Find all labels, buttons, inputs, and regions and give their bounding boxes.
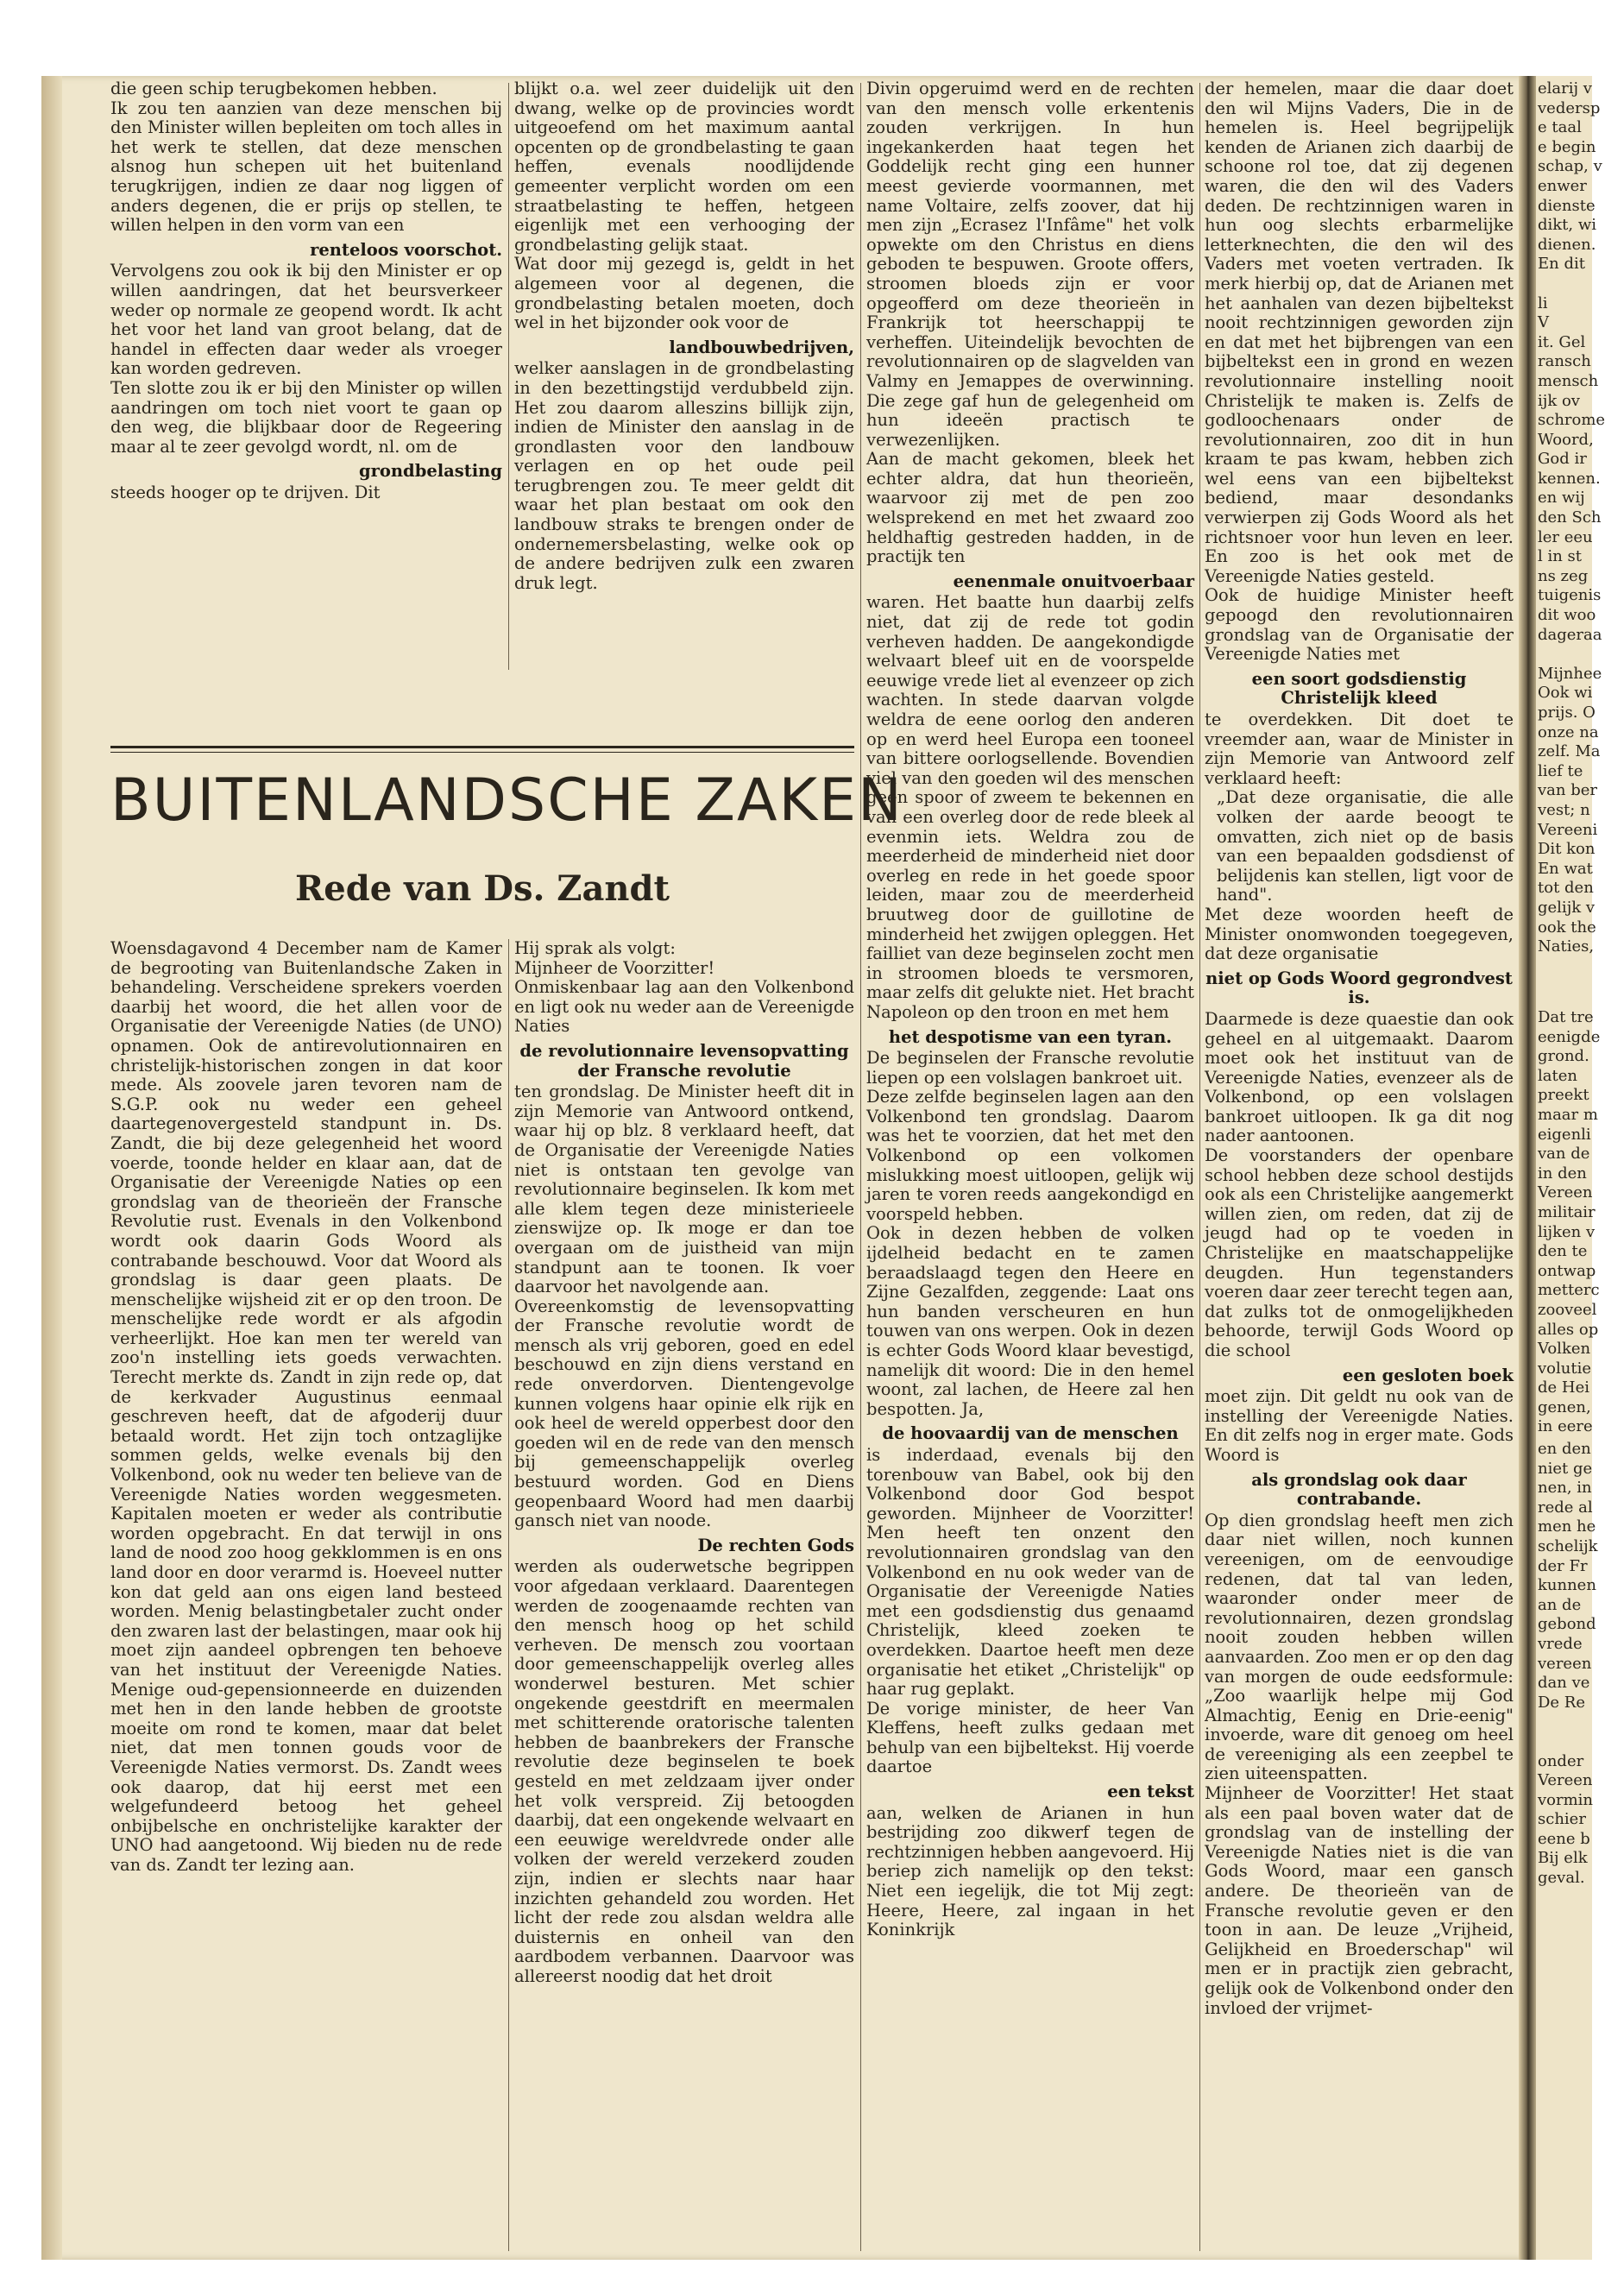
next-page-line: Ook wi <box>1538 684 1593 703</box>
next-page-line: dienen. <box>1538 235 1596 254</box>
section-rule <box>110 746 854 748</box>
next-page-line: en den <box>1538 1440 1591 1458</box>
next-page-line: Dat tre <box>1538 1008 1594 1026</box>
next-page-line: Volken <box>1538 1340 1591 1359</box>
next-page-column-bottom <box>1538 1440 1598 1889</box>
subheading: het despotisme van een tyran. <box>888 1026 1173 1047</box>
next-page-line: ijk ov <box>1538 391 1580 410</box>
next-page-line: dageraa <box>1538 625 1602 644</box>
paragraph: Met deze woorden heeft de Minister onomwonden toegegeven, dat deze organisatie <box>1205 904 1514 964</box>
subheading: de revolutionnaire levensopvatting der Fransche revolutie <box>519 1040 849 1081</box>
top-column-2 <box>514 79 854 593</box>
next-page-line: grond. <box>1538 1047 1589 1066</box>
next-page-line: vest; n <box>1538 800 1590 819</box>
paragraph: Mijnheer de Voorzitter! Het staat als een paal boven water dat de grondslag van de instelling der Vereenigde Naties niet is die van Gods Woord, maar een gansch andere. De theorieën van de Fransche revolutie geven er den toon in aan. De leuze „Vrijheid, Gelijkheid en Broederschap" wil men er in practijk zien gebracht, gelijk ook de Volkenbond onder den invloed der vrijmet- <box>1205 1783 1514 2018</box>
next-page-line: zelf. Ma <box>1538 742 1601 761</box>
paragraph: der hemelen, maar die daar doet den wil Mijns Vaders, Die in de hemelen is. Heel begrijpelijk kenden de Arianen zich daarbij de schoone rol toe, dat zij degenen waren, die den wil des Vaders deden. De rechtzinnigen waren in hun oog slechts erbarmelijke letterknechten, die den wil des Vaders met voeten vertraden. Ik merk hierbij op, dat de Arianen met het aanhalen van dezen bijbeltekst nooit rechtzinnigen geworden zijn en dat met het bijbrengen van een bijbeltekst een in grond en wezen revolutionnaire instelling nooit Christelijk te maken is. Zelfs de godloochenaars onder de revolutionnairen, zoo dit in hun kraam te pas kwam, hebben zich wel eens van een bijbeltekst bediend, maar desondanks verwierpen zij Gods Woord als het richtsnoer voor hun leven en leer. En zoo is het ook met de Vereenigde Naties gesteld. <box>1205 79 1514 586</box>
next-page-line: ook the <box>1538 918 1596 937</box>
column-rule <box>1199 83 1200 2251</box>
subheading: renteloos voorschot. <box>310 239 502 260</box>
next-page-line: kennen. <box>1538 469 1601 488</box>
next-page-line: enwer <box>1538 176 1587 195</box>
next-page-line <box>1538 1732 1598 1752</box>
next-page-line: De Re <box>1538 1693 1586 1712</box>
subheading: grondbelasting <box>358 461 502 482</box>
next-page-line: eenigde <box>1538 1027 1601 1046</box>
subheading: een soort godsdienstig Christelijk kleed <box>1251 668 1467 709</box>
subheading: De rechten Gods <box>697 1535 854 1555</box>
section-headline: BUITENLANDSCHE ZAKEN <box>110 766 903 835</box>
column-rule <box>508 939 509 2251</box>
next-page-line: metterc <box>1538 1281 1600 1300</box>
subheading: eenenmale onuitvoerbaar <box>953 571 1194 591</box>
paragraph: Wat door mij gezegd is, geldt in het algemeen voor al degenen, die grondbelasting betalen moeten, doch wel in het bijzonder ook voor de <box>514 254 854 333</box>
paragraph: werden als ouderwetsche begrippen voor afgedaan verklaard. Daarentegen werden de zoogenaamde rechten van den mensch hoog op het schild verheven. De mensch zou voortaan door gemeenschappelijk overleg alles wonderwel besturen. Met schier ongekende geestdrift en meermalen met schitterende oratorische talenten hebben de baanbrekers der Fransche revolutie deze beginselen te boek gesteld en met zeldzaam ijver onder het volk verspreid. Zij betoogden daarbij, dat een ongekende welvaart en een eeuwige wereldvrede onder alle volken der wereld verzekerd zouden zijn, indien er slechts naar haar inzichten gehandeld zou worden. Het licht der rede zou alsdan weldra alle duisternis en onheil van den aardbodem verbannen. Daarvoor was allereerst noodig dat het droit <box>514 1556 854 1986</box>
top-column-1 <box>110 79 502 502</box>
next-page-line: tot den <box>1538 879 1594 898</box>
next-page-line: niet ge <box>1538 1459 1593 1478</box>
next-page-line: Dit kon <box>1538 840 1596 859</box>
next-page-line <box>1538 274 1605 294</box>
paragraph: waren. Het baatte hun daarbij zelfs niet, dat zij de rede tot godin verheven hadden. De aangekondigde welvaart bleef uit en de voorspelde eeuwige vrede liet al evenzeer op zich wachten. In stede daarvan volgde weldra de eene oorlog den anderen op en werd heel Europa een tooneel van bittere oorlogsellende. Bovendien viel van den goeden wil des menschen geen spoor of zweem te bekennen en van een overleg door de rede bleek al evenmin iets. Weldra zou de meerderheid de minderheid niet door overleg en rede in het goede spoor leiden, maar zou de meerderheid bruutweg door de guillotine de minderheid het zwijgen opleggen. Het failliet van deze beginselen zocht men in stroomen bloeds te versmoren, maar zelfs dit gelukte niet. Het bracht Napoleon op den troon en met hem <box>866 592 1194 1022</box>
next-page-line: an de <box>1538 1595 1582 1614</box>
next-page-line: vedersp <box>1538 98 1601 117</box>
next-page-line: der Fr <box>1538 1556 1588 1575</box>
next-page-line: gelijk v <box>1538 898 1596 917</box>
next-page-line <box>1538 645 1605 665</box>
next-page-line: onder <box>1538 1751 1584 1770</box>
next-page-line: geval. <box>1538 1869 1585 1888</box>
next-page-line: Vereeni <box>1538 820 1598 839</box>
speech-column-3 <box>1205 79 1514 2018</box>
next-page-line: Vereen <box>1538 1771 1593 1790</box>
column-rule <box>860 83 861 2251</box>
subheading: niet op Gods Woord gegrondvest is. <box>1205 968 1513 1008</box>
newspaper-page <box>41 76 1605 2260</box>
paragraph: Aan de macht gekomen, bleek het echter aldra, dat hun theorieën, waarvoor zij met de pen zoo welsprekend en met het zwaard zoo heldhaftig gestreden hadden, in de practijk ten <box>866 449 1194 567</box>
binding-edge <box>41 76 62 2260</box>
next-page-column-top <box>1538 79 1605 957</box>
paragraph: ten grondslag. De Minister heeft dit in zijn Memorie van Antwoord ontkend, waar hij op blz. 8 verklaard heeft, dat de Organisatie der Vereenigde Naties niet is ontstaan ten gevolge van revolutionnaire beginselen. Ik kom met alle klem tegen deze ministerieele zienswijze op. Ik moge er dan toe overgaan om de juistheid van mijn standpunt aan te toonen. Ik voer daarvoor het navolgende aan. <box>514 1082 854 1297</box>
paragraph: aan, welken de Arianen in hun bestrijding zoo dikwerf tegen de rechtzinnigen hebben aangevoerd. Hij beriep zich namelijk op den tekst: Niet een iegelijk, die tot Mij zegt: Heere, Heere, zal ingaan in het Koninkrijk <box>866 1802 1194 1940</box>
next-page-line: den Sch <box>1538 508 1602 527</box>
next-page-line: V <box>1538 313 1549 332</box>
next-page-line: gebond <box>1538 1615 1596 1634</box>
paragraph: Divin opgeruimd werd en de rechten van den mensch volle erkentenis zouden verkrijgen. In hun ingekankerden haat tegen het Goddelijk recht ging een hunner meest gevierde voormannen, met name Voltaire, zelfs zoover, dat hij men zijn „Ecrasez l'Infâme" het volk opwekte om den Christus en diens geboden te bespuwen. Groote offers, stroomen bloeds zijn er voor opgeofferd om deze theorieën in Frankrijk tot heerschappij te verheffen. Uiteindelijk bevochten de revolutionnairen op de slagvelden van Valmy en Jemappes de overwinning. Die zege gaf hun de gelegenheid om hun ideeën practisch te verwezenlijken. <box>866 79 1194 450</box>
next-page-line: tuigenis <box>1538 586 1602 605</box>
next-page-line: van de <box>1538 1145 1590 1164</box>
next-page-line: ontwap <box>1538 1261 1596 1280</box>
next-page-line: e taal <box>1538 118 1582 137</box>
next-page-line: de Hei <box>1538 1378 1590 1397</box>
paragraph: Deze zelfde beginselen lagen aan den Volkenbond ten grondslag. Daarom was het te voorzien, dat het met den Volkenbond op een volkomen mislukking moest uitloopen, gelijk wij jaren te voren reeds aangekondigd en voorspeld hebben. <box>866 1087 1194 1224</box>
next-page-line: zooveel <box>1538 1300 1597 1319</box>
next-page-line: volutie <box>1538 1359 1591 1378</box>
next-page-line: prijs. O <box>1538 703 1596 722</box>
subheading: als grondslag ook daar contrabande. <box>1251 1469 1467 1510</box>
paragraph: Daarmede is deze quaestie dan ook geheel en al uitgemaakt. Daarom moet ook het instituut van de Vereenigde Naties, evenzeer als de Volkenbond, op een volslagen bankroet uitloopen. Ik ga dit nog nader aantoonen. <box>1205 1008 1514 1146</box>
paragraph: Mijnheer de Voorzitter! <box>514 957 715 978</box>
speech-column-2 <box>866 79 1194 1940</box>
next-page-line: God ir <box>1538 450 1587 469</box>
next-page-line: l in st <box>1538 547 1583 566</box>
next-page-line: rede al <box>1538 1498 1593 1517</box>
next-page-line: vormin <box>1538 1790 1594 1809</box>
next-page-line: ransch <box>1538 352 1591 371</box>
paragraph: is inderdaad, evenals bij den torenbouw van Babel, ook bij den Volkenbond door God bespot geworden. Mijnheer de Voorzitter! Men heeft ten onzent den revolutionnairen grondslag van den Volkenbond en nu ook weder van de Organisatie der Vereenigde Naties met een godsdienstig dus genaamd Christelijk, kleed zoeken te overdekken. Daartoe heeft men deze organisatie het etiket „Christelijk" op haar rug geplakt. <box>866 1444 1194 1700</box>
next-page-line: elarij v <box>1538 79 1592 98</box>
intro-column <box>110 939 502 1876</box>
intro-paragraph: Woensdagavond 4 December nam de Kamer de begrooting van Buitenlandsche Zaken in behandeling. Verscheidene sprekers voerden daarbij het woord, die het allen voor de Organisatie der Vereenigde Naties (de UNO) opnamen. Ook de antirevolutionnairen en christelijk-historischen zongen in dat koor mede. Als zoovele jaren tevoren nam de S.G.P. ook nu weder een geheel daartegenovergesteld standpunt in. Ds. Zandt, die bij deze gelegenheid het woord voerde, toonde helder en klaar aan, dat de Organisatie der Vereenigde Naties op een grondslag van de theorieën der Fransche Revolutie rust. Evenals in den Volkenbond wordt ook daarin Gods Woord als contrabande beschouwd. Voor dat Woord als grondslag is daar geen plaats. De menschelijke wijsheid zit er op den troon. De menschelijke rede wordt er als afgodin verheerlijkt. Hoe kan men ter wereld van zoo'n instelling iets goeds verwachten. Terecht merkte ds. Zandt in zijn rede op, dat de kerkvader Augustinus eenmaal geschreven heeft, dat de afgoderij duur betaald wordt. Het zijn toch ontzaglijke sommen gelds, welke evenals bij den Volkenbond, ook nu weder ten believe van de Vereenigde Naties worden weggesmeten. Kapitalen moeten er weder als contributie worden opgebracht. En dat terwijl in ons land de nood zoo hoog gekklommen is en ons land door en door verarmd is. Hoeveel nutter kon dat geld aan ons eigen land besteed worden. Menig belastingbetaler zucht onder den zwaren last der belastingen, maar ook hij moet zijn aandeel opbrengen ten behoeve van het instituut der Vereenigde Naties. Menige oud-gepensionneerde en duizenden met hen in den lande hebben de grootste moeite om rond te komen, maar dat belet niet, dat men tonnen gouds voor de Vereenigde Naties vermorst. Ds. Zandt wees ook daarop, dat hij eerst met een welgefundeerd betoog het geheel onbijbelsche en onchristelijke karakter der UNO had aangetoond. Wij bieden nu de rede van ds. Zandt ter lezing aan. <box>110 938 502 1875</box>
next-page-line: li <box>1538 293 1548 312</box>
next-page-line: eene b <box>1538 1829 1590 1848</box>
paragraph: Ook in dezen hebben de volken ijdelheid bedacht en te zamen beraadslaagd tegen den Heere en Zijne Gezalfden, zeggende: Laat ons hun banden verscheuren en hun touwen van ons werpen. Ook in dezen is echter Gods Woord klaar bevestigd, namelijk dit woord: Die in den hemel woont, zal lachen, de Heere zal hen bespotten. Ja, <box>866 1223 1194 1419</box>
next-page-line: ns zeg <box>1538 566 1589 585</box>
next-page-line: kunnen <box>1538 1576 1596 1595</box>
next-page-line: ler eeu <box>1538 527 1593 546</box>
next-page-line: dit woo <box>1538 606 1596 625</box>
next-page-line: preekt <box>1538 1086 1589 1105</box>
next-page-line: vereen <box>1538 1654 1592 1673</box>
next-page-line: en wij <box>1538 489 1585 508</box>
paragraph: Ook de huidige Minister heeft gepoogd den revolutionnairen grondslag van de Organisatie der Vereenigde Naties met <box>1205 585 1514 665</box>
next-page-line: alles op <box>1538 1320 1599 1339</box>
next-page-line: schelijk <box>1538 1536 1598 1555</box>
next-page-line: laten <box>1538 1066 1577 1085</box>
next-page-edge <box>1536 76 1605 2260</box>
next-page-line: Naties, <box>1538 937 1595 956</box>
paragraph: De beginselen der Fransche revolutie liepen op een volslagen bankroet uit. <box>866 1048 1194 1088</box>
next-page-line: dikt, wi <box>1538 216 1597 235</box>
next-page-line: Woord, <box>1538 430 1594 449</box>
next-page-line: schap, v <box>1538 157 1602 176</box>
next-page-line: Bij elk <box>1538 1849 1588 1868</box>
next-page-line: En wat <box>1538 859 1593 878</box>
next-page-line: militair <box>1538 1202 1596 1221</box>
quotation: „Dat deze organisatie, die alle volken der aarde beoogt te omvatten, zich niet op de basis van een bepaalden godsdienst of belijdenis kan stellen, ligt voor de hand". <box>1217 787 1514 905</box>
section-rule-thin <box>110 752 854 753</box>
article-title: Rede van Ds. Zandt <box>295 868 670 909</box>
next-page-line: Vereen <box>1538 1183 1593 1202</box>
speech-column-1 <box>514 939 854 1986</box>
subheading: de hoovaardij van de menschen <box>882 1423 1179 1444</box>
paragraph: De voorstanders der openbare school hebben deze school destijds ook als een Christelijke aangemerkt willen zien, om reden, dat zij de jeugd had op te voeden in Christelijke en maatschappelijke deugden. Hun tegenstanders voeren daar zeer terecht tegen aan, dat zulks tot de onmogelijkheden behoorde, terwijl Gods Woord op die school <box>1205 1145 1514 1360</box>
paragraph: De vorige minister, de heer Van Kleffens, heeft zulks gedaan met behulp van een bijbeltekst. Hij voerde daartoe <box>866 1698 1194 1777</box>
next-page-line: it. Gel <box>1538 332 1586 351</box>
column-rule <box>508 83 509 670</box>
next-page-line: in eere <box>1538 1417 1593 1436</box>
next-page-line: in den <box>1538 1164 1587 1183</box>
paragraph: steeds hooger op te drijven. Dit <box>110 482 381 502</box>
next-page-line: eigenli <box>1538 1125 1591 1144</box>
next-page-line <box>1538 1713 1598 1732</box>
paragraph: blijkt o.a. wel zeer duidelijk uit den dwang, welke op de provincies wordt uitgeoefend om het maximum aantal opcenten op de grondbelasting te gaan heffen, evenals noodlijdende gemeenter verplicht worden om een straatbelasting te heffen, hetgeen eigenlijk met een verhooging der grondbelasting gelijk staat. <box>514 79 854 255</box>
paragraph: welker aanslagen in de grondbelasting in den bezettingstijd verdubbeld zijn. Het zou daarom alleszins billijk zijn, indien de Minister den aanslag in de grondlasten voor den landbouw verlagen en op het oude peil terugbrengen zou. Te meer geldt dit waar het plan bestaat om ook den landbouw straks te brengen onder de ondernemersbelasting, welke ook op de andere bedrijven zulk een zwaren druk legt. <box>514 358 854 593</box>
paragraph: Op dien grondslag heeft men zich daar niet willen, noch kunnen vereenigen, om de eenvoudige redenen, dat tal van leden, waaronder onder meer de revolutionnairen, dezen grondslag nooit zouden hebben willen aanvaarden. Zoo men er op den dag van morgen de oude eedsformule: „Zoo waarlijk helpe mij God Almachtig, Eenig en Drie-eenig" invoerde, ware dit genoeg om heel de vereeniging als een zeepbel te zien uiteenspatten. <box>1205 1510 1514 1784</box>
next-page-line: Mijnhee <box>1538 664 1602 683</box>
next-page-line: e begin <box>1538 137 1596 156</box>
paragraph: Ik zou ten aanzien van deze menschen bij den Minister willen bepleiten om toch alles in het werk te stellen, dat deze menschen alsnog hun schepen uit het buitenland terugkrijgen, indien ze daar nog liggen of anders degenen, die er prijs op stellen, te willen helpen in den vorm van een <box>110 98 502 236</box>
next-page-line: den te <box>1538 1242 1588 1261</box>
paragraph: die geen schip terugbekomen hebben. <box>110 79 437 98</box>
next-page-line: van ber <box>1538 781 1597 800</box>
subheading: een gesloten boek <box>1342 1365 1514 1385</box>
paragraph: moet zijn. Dit geldt nu ook van de instelling der Vereenigde Naties. En dit zelfs nog in erger mate. Gods Woord is <box>1205 1386 1514 1465</box>
paragraph: Overeenkomstig de levensopvatting der Fransche revolutie wordt de mensch als vrij geboren, goed en edel beschouwd en zijn diens verstand en rede onverdorven. Dientengevolge kunnen volgens haar opinie elk rijk en ook heel de wereld opperbest door den goeden wil en de rede van den mensch bij gemeenschappelijk overleg bestuurd worden. God en Diens geopenbaard Woord had men daarbij gansch niet van noode. <box>514 1296 854 1531</box>
next-page-line: dan ve <box>1538 1674 1590 1693</box>
next-page-line: schier <box>1538 1810 1586 1829</box>
next-page-line: genen, <box>1538 1397 1591 1416</box>
next-page-line: lijken v <box>1538 1222 1596 1241</box>
subheading: landbouwbedrijven, <box>669 337 854 357</box>
next-page-line: men he <box>1538 1517 1596 1536</box>
paragraph: Ten slotte zou ik er bij den Minister op willen aandringen om toch niet voort te gaan op den weg, die blijkbaar door de Regeering maar al te zeer gevolgd wordt, nl. om de <box>110 377 502 457</box>
paragraph: Vervolgens zou ook ik bij den Minister er op willen aandringen, dat het beursverkeer weder op normale ze geopend wordt. Ik acht het voor het land van groot belang, dat de handel in effecten daar weder als vroeger kan worden gedreven. <box>110 261 502 379</box>
next-page-line: schrome <box>1538 411 1605 430</box>
next-page-line: lief te <box>1538 761 1583 780</box>
next-page-line: onze na <box>1538 722 1599 741</box>
subheading: een tekst <box>1107 1782 1194 1802</box>
next-page-column-middle <box>1538 1008 1600 1437</box>
page-fold <box>1519 76 1536 2260</box>
paragraph: Onmiskenbaar lag aan den Volkenbond en ligt ook nu weder aan de Vereenigde Naties <box>514 977 854 1037</box>
next-page-line: dienste <box>1538 196 1596 215</box>
next-page-line: vrede <box>1538 1634 1583 1653</box>
next-page-line: nen, in <box>1538 1479 1592 1498</box>
paragraph: Hij sprak als volgt: <box>514 938 676 958</box>
paragraph: te overdekken. Dit doet te vreemder aan, waar de Minister in zijn Memorie van Antwoord zelf verklaard heeft: <box>1205 710 1514 788</box>
next-page-line: maar m <box>1538 1105 1598 1124</box>
next-page-line: En dit <box>1538 255 1585 274</box>
next-page-line: mensch <box>1538 371 1599 390</box>
